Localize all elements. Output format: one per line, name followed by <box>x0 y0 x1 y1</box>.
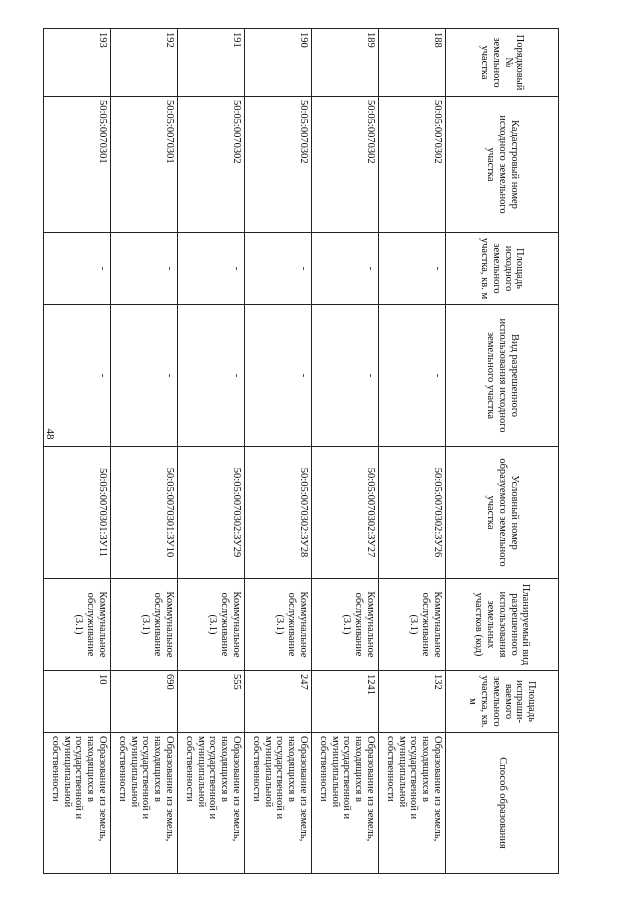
header-source-area: Площадь исходного земельного участка, кв. м <box>446 233 559 305</box>
cell-formation-method: Образование из земель, находящихся в государственной и муниципальной собственности <box>245 733 312 874</box>
cell-source-area: - <box>178 233 245 305</box>
table-row <box>312 29 379 874</box>
table-row <box>44 29 111 874</box>
cell-formation-method: Образование из земель, находящихся в государственной и муниципальной собственности <box>312 733 379 874</box>
cell-plot-number: 188 <box>379 29 446 97</box>
cell-source-area: - <box>312 233 379 305</box>
table-row <box>245 29 312 874</box>
cell-requested-area: 132 <box>379 671 446 733</box>
cell-requested-area: 247 <box>245 671 312 733</box>
header-source-permitted-use: Вид разрешенного использования исходного земельного участка <box>446 305 559 447</box>
cell-source-cadastral-number: 50:05:0070301 <box>111 97 178 233</box>
cell-formation-method: Образование из земель, находящихся в государственной и муниципальной собственности <box>379 733 446 874</box>
cell-source-cadastral-number: 50:05:0070302 <box>178 97 245 233</box>
cell-plot-number: 193 <box>44 29 111 97</box>
cell-requested-area: 690 <box>111 671 178 733</box>
land-plots-table <box>43 28 559 874</box>
header-planned-use: Планируемый вид разрешенного использования земельных участков (код) <box>446 579 559 671</box>
cell-source-permitted-use: - <box>379 305 446 447</box>
cell-source-permitted-use: - <box>178 305 245 447</box>
cell-new-plot-number: 50:05:0070302:ЗУ27 <box>312 447 379 579</box>
cell-source-cadastral-number: 50:05:0070301 <box>44 97 111 233</box>
table-row <box>178 29 245 874</box>
cell-new-plot-number: 50:05:0070302:ЗУ26 <box>379 447 446 579</box>
header-plot-number: Порядковый № земельного участка <box>446 29 559 97</box>
cell-formation-method: Образование из земель, находящихся в государственной и муниципальной собственности <box>178 733 245 874</box>
page-number: 48 <box>44 428 56 440</box>
table-row <box>379 29 446 874</box>
cell-formation-method: Образование из земель, находящихся в государственной и муниципальной собственности <box>111 733 178 874</box>
table-row <box>111 29 178 874</box>
cell-requested-area: 10 <box>44 671 111 733</box>
cell-plot-number: 191 <box>178 29 245 97</box>
cell-formation-method: Образование из земель, находящихся в государственной и муниципальной собственности <box>44 733 111 874</box>
cell-source-permitted-use: - <box>44 305 111 447</box>
cell-source-permitted-use: - <box>245 305 312 447</box>
cell-planned-use: Коммунальное обслуживание (3.1) <box>245 579 312 671</box>
cell-new-plot-number: 50:05:0070301:ЗУ11 <box>44 447 111 579</box>
cell-planned-use: Коммунальное обслуживание (3.1) <box>111 579 178 671</box>
cell-source-cadastral-number: 50:05:0070302 <box>312 97 379 233</box>
cell-new-plot-number: 50:05:0070302:ЗУ29 <box>178 447 245 579</box>
cell-planned-use: Коммунальное обслуживание (3.1) <box>312 579 379 671</box>
cell-new-plot-number: 50:05:0070301:ЗУ10 <box>111 447 178 579</box>
cell-source-area: - <box>245 233 312 305</box>
cell-source-permitted-use: - <box>111 305 178 447</box>
cell-requested-area: 1241 <box>312 671 379 733</box>
cell-source-permitted-use: - <box>312 305 379 447</box>
table-header-row <box>446 29 559 874</box>
cell-plot-number: 189 <box>312 29 379 97</box>
cell-source-cadastral-number: 50:05:0070302 <box>245 97 312 233</box>
header-formation-method: Способ образования <box>446 733 559 874</box>
cell-source-area: - <box>111 233 178 305</box>
header-new-plot-number: Условный номер образуемого земельного участка <box>446 447 559 579</box>
cell-planned-use: Коммунальное обслуживание (3.1) <box>44 579 111 671</box>
cell-planned-use: Коммунальное обслуживание (3.1) <box>379 579 446 671</box>
cell-plot-number: 192 <box>111 29 178 97</box>
header-source-cadastral-number: Кадастровый номер исходного земельного участка <box>446 97 559 233</box>
cell-plot-number: 190 <box>245 29 312 97</box>
cell-new-plot-number: 50:05:0070302:ЗУ28 <box>245 447 312 579</box>
cell-planned-use: Коммунальное обслуживание (3.1) <box>178 579 245 671</box>
cell-source-area: - <box>44 233 111 305</box>
header-requested-area: Площадь испраши-ваемого земельного участка, кв. м <box>446 671 559 733</box>
cell-source-cadastral-number: 50:05:0070302 <box>379 97 446 233</box>
cell-source-area: - <box>379 233 446 305</box>
cell-requested-area: 555 <box>178 671 245 733</box>
